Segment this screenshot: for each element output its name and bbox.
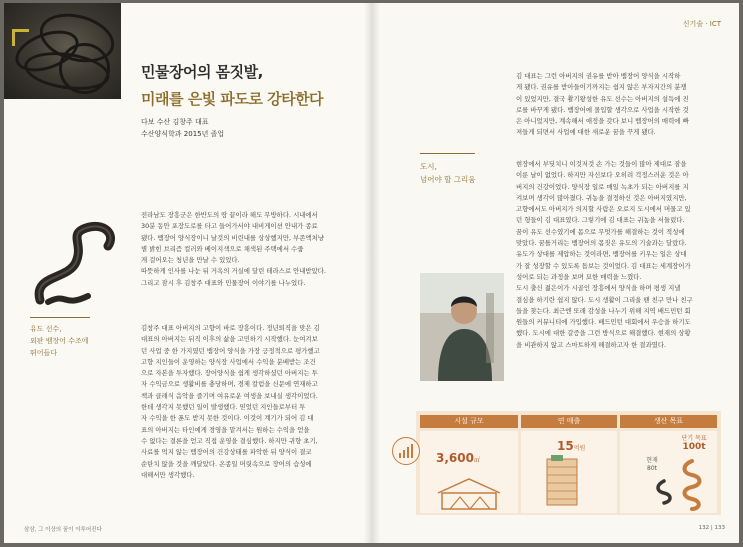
mid-text	[516, 159, 721, 351]
body-line: 책과 클래식 음악을 즐기며 여유로운 여생을 보내실 생각이었다.	[141, 391, 318, 400]
target-label-text: 단기 목표	[681, 435, 707, 442]
body-line: 던 사업 중 한 가지였던 뱀장어 양식을 가장 긍정적으로 평가했고	[141, 346, 320, 355]
magazine-spread	[4, 3, 739, 543]
money-stack-icon	[539, 455, 599, 511]
body-line: 게 됐다. 권유를 받아들이기까지는 쉽지 않은 부자지간의 분쟁	[516, 83, 687, 92]
info-cell-target	[620, 431, 717, 513]
body-line: 은 아니었지만, 계속해서 애정을 갖다 보니 뱀장어의 매력에 빠	[516, 117, 689, 126]
body-line: 대해서만 생각했다.	[141, 470, 195, 479]
intro-line: 전라남도 장흥군은 한반도의 땅 끝이라 해도 무방하다. 시내에서	[141, 211, 318, 219]
body-line: 로를 바꾸게 됐다. 뱀장어에 몰입할 생각으로 사업을 시작한 것	[516, 105, 689, 114]
person-photo	[420, 273, 504, 381]
body-line: 버지의 건강이었다. 양식장 일로 매일 녹초가 되는 아버지를 지	[516, 182, 689, 191]
body-line: 던 형들이 김 대표였다. 그렇기에 김 대표는 귀농을 서둘렀다.	[516, 216, 685, 225]
body-line: 꿈이 유도 선수였기에 몸으로 무엇가를 해결하는 것이 적성에	[516, 227, 685, 236]
current-value: 80t	[647, 465, 657, 472]
body-line: 가 잘 성장할 수 있도록 돕보는 것이었다. 김 대표는 세계장어가	[516, 261, 691, 270]
footer-left: 삼삼, 그 이상의 꿈이 이루어진다	[24, 527, 102, 533]
body-line: 고향에서도 아버지가 의지할 사람은 오로지 도시에서 머물고 있	[516, 205, 691, 214]
intro-line: 볕 밝힌 브리즘 컬러와 베이지색으로 채색된 주택에서 수줍	[141, 244, 304, 253]
current-label-text: 현재	[646, 457, 658, 464]
caption-divider	[30, 317, 90, 318]
subheading-line: 도시,	[420, 162, 437, 171]
body-line: 켜보며 생각이 많아졌다. 귀농을 결정하신 것은 아버지였지만,	[516, 193, 687, 202]
corner-bracket-icon	[12, 29, 29, 46]
body-line: 김 대표는 그런 아버지의 권유를 받아 뱀장어 양식을 시작하	[516, 72, 681, 80]
title-line-1: 민물장어의 몸짓발,	[141, 63, 263, 81]
body-line: 이 있었지만, 결국 촬기왕성한 유도 선수는 아버지의 설득에 진	[516, 94, 689, 103]
body-line: 져들게 되면서 사업에 대한 새로운 꿈을 꾸게 됐다.	[516, 128, 656, 137]
body-line: 자 수익금으로 생활비를 충당하며, 경제 칼럼을 신문에 연재하고	[141, 380, 318, 389]
section-caption	[30, 323, 89, 359]
intro-line: 게 걸어오는 청년을 만날 수 있었다.	[141, 256, 240, 265]
body-line: 으로 자본을 투자했다. 장어양식을 쉽게 생각하셨던 아버지는 투	[141, 369, 318, 378]
info-header-facility: 시설 규모	[420, 415, 518, 428]
right-page	[372, 3, 739, 543]
body-line: 자 수익을 한 푼도 받지 못한 것이다. 이것이 계기가 되어 김 대	[141, 414, 314, 423]
body-text	[141, 323, 351, 481]
facility-number: 3,600	[436, 451, 474, 465]
page-numbers: 132 | 133	[698, 525, 725, 531]
greenhouse-icon	[434, 475, 504, 511]
body-line: 맞았다. 꿈틀거리는 뱀장어의 몸짓은 유도의 기술과는 달랐다.	[516, 239, 687, 248]
body-line: 했다. 도시에 대한 갈증을 그런 방식으로 해결했다. 현재의 상황	[516, 329, 691, 338]
info-header-sales: 연 매출	[521, 415, 617, 428]
info-header-target: 생산 목표	[620, 415, 717, 428]
sub-heading	[420, 160, 475, 186]
body-line: 대표의 아버지는 뒤직 이후의 삶을 고민하기 시작했다. 눈여겨보	[141, 335, 318, 344]
body-line: 유도가 상대를 제압하는 것이라면, 뱀장어를 키우는 일은 상대	[516, 250, 687, 259]
byline-name: 다보 수산 김창주 대표	[141, 118, 209, 126]
target-value: 100t	[682, 442, 706, 452]
info-cell-facility	[420, 431, 518, 513]
intro-line: 됐다. 뱀장어 양식장이니 날것의 비린내를 상상했지만, 부존액처냥	[141, 233, 324, 242]
eel-tank-photo	[4, 3, 121, 99]
body-line: 순탄치 않을 것을 깨달았다. 온종일 머릿속으로 장어의 습성에	[141, 459, 312, 468]
body-line: 사료를 먹지 않는 뱀장어의 건강상태를 파악한 뒤 양식이 결코	[141, 448, 312, 457]
section-tag: 신기술 · ICT	[682, 20, 721, 28]
intro-line: 따뜻하게 인사를 나눈 뒤 거옥의 거실에 달린 테라스로 안내받았다.	[141, 267, 326, 276]
intro-line: 30분 동안 포장도로를 타고 들어가서야 내비게이션 안내가 종료	[141, 222, 318, 231]
subheading-divider	[420, 153, 475, 154]
article-title	[141, 61, 323, 109]
info-graphic	[416, 411, 721, 515]
intro-text	[141, 210, 351, 289]
body-line: 결심을 하기란 쉽지 않다. 도시 생활이 그리울 땐 친구 만나 친구	[516, 295, 693, 304]
body-line: 성어로 되는 과정을 보며 묘한 매력을 느꼈다.	[516, 272, 642, 281]
info-cell-sales	[521, 431, 617, 513]
title-line-2: 미래를 은빛 파도로 강타한다	[141, 90, 324, 108]
body-line: 표의 아버지는 타인에게 경영을 맡겨서는 원하는 수익을 얻을	[141, 425, 310, 434]
byline-degree: 수산양식학과 2015년 졸업	[141, 130, 225, 138]
caption-line: 유도 선수,	[30, 325, 62, 333]
book-gutter	[364, 3, 380, 543]
body-line: 김창주 대표 아버지의 고향이 바로 장흥이다. 정년퇴직을 맞은 김	[141, 324, 320, 332]
facility-value	[436, 451, 480, 465]
eel-coil-icon	[620, 431, 717, 513]
body-line: 현장에서 부딪치니 이것저것 손 가는 것들이 많아 제대로 잠을	[516, 160, 687, 168]
body-line: 한데 생각지 못했던 일이 발생했다. 믿었던 지인들로부터 투	[141, 403, 306, 412]
body-line: 이룬 날이 없었다. 하지만 자신보다 오히려 걱정스러운 것은 아	[516, 171, 689, 180]
top-text	[516, 71, 721, 139]
sales-number: 15	[557, 439, 574, 453]
body-line: 고향 지인들이 운영하는 양식장 사업에서 수익을 분배받는 조건	[141, 357, 316, 366]
subheading-line: 넘어야 할 그리움	[420, 175, 476, 184]
body-line: 들을 찾는다. 최근엔 또래 감성을 나누기 위해 지역 배드민턴 회	[516, 306, 691, 315]
sales-value	[557, 439, 585, 453]
bar-chart-icon	[392, 437, 420, 465]
body-line: 도시 출신 젊은이가 시골인 장흥에서 양식을 하며 평생 지낼	[516, 284, 681, 293]
body-line: 원들의 커뮤니티에 가입했다. 배드민턴 대회에서 우승을 하기도	[516, 318, 691, 327]
sales-unit: 억원	[573, 445, 586, 452]
body-line: 을 비관하지 않고 스마트하게 해결하고자 한 결과였다.	[516, 340, 667, 349]
eel-photo	[28, 220, 120, 310]
facility-unit: ㎡	[473, 457, 480, 464]
left-page	[4, 3, 371, 543]
byline	[141, 116, 224, 140]
caption-line: 외판 뱀장어 수조에	[30, 337, 89, 345]
body-line: 수 없다는 결론을 얻고 직접 운영을 결심했다. 하지만 귀향 초기,	[141, 436, 318, 445]
intro-line: 그리고 잠시 후 김창주 대표와 민물장어 이야기를 나누었다.	[141, 278, 306, 287]
caption-line: 뛰어들다	[30, 349, 58, 357]
